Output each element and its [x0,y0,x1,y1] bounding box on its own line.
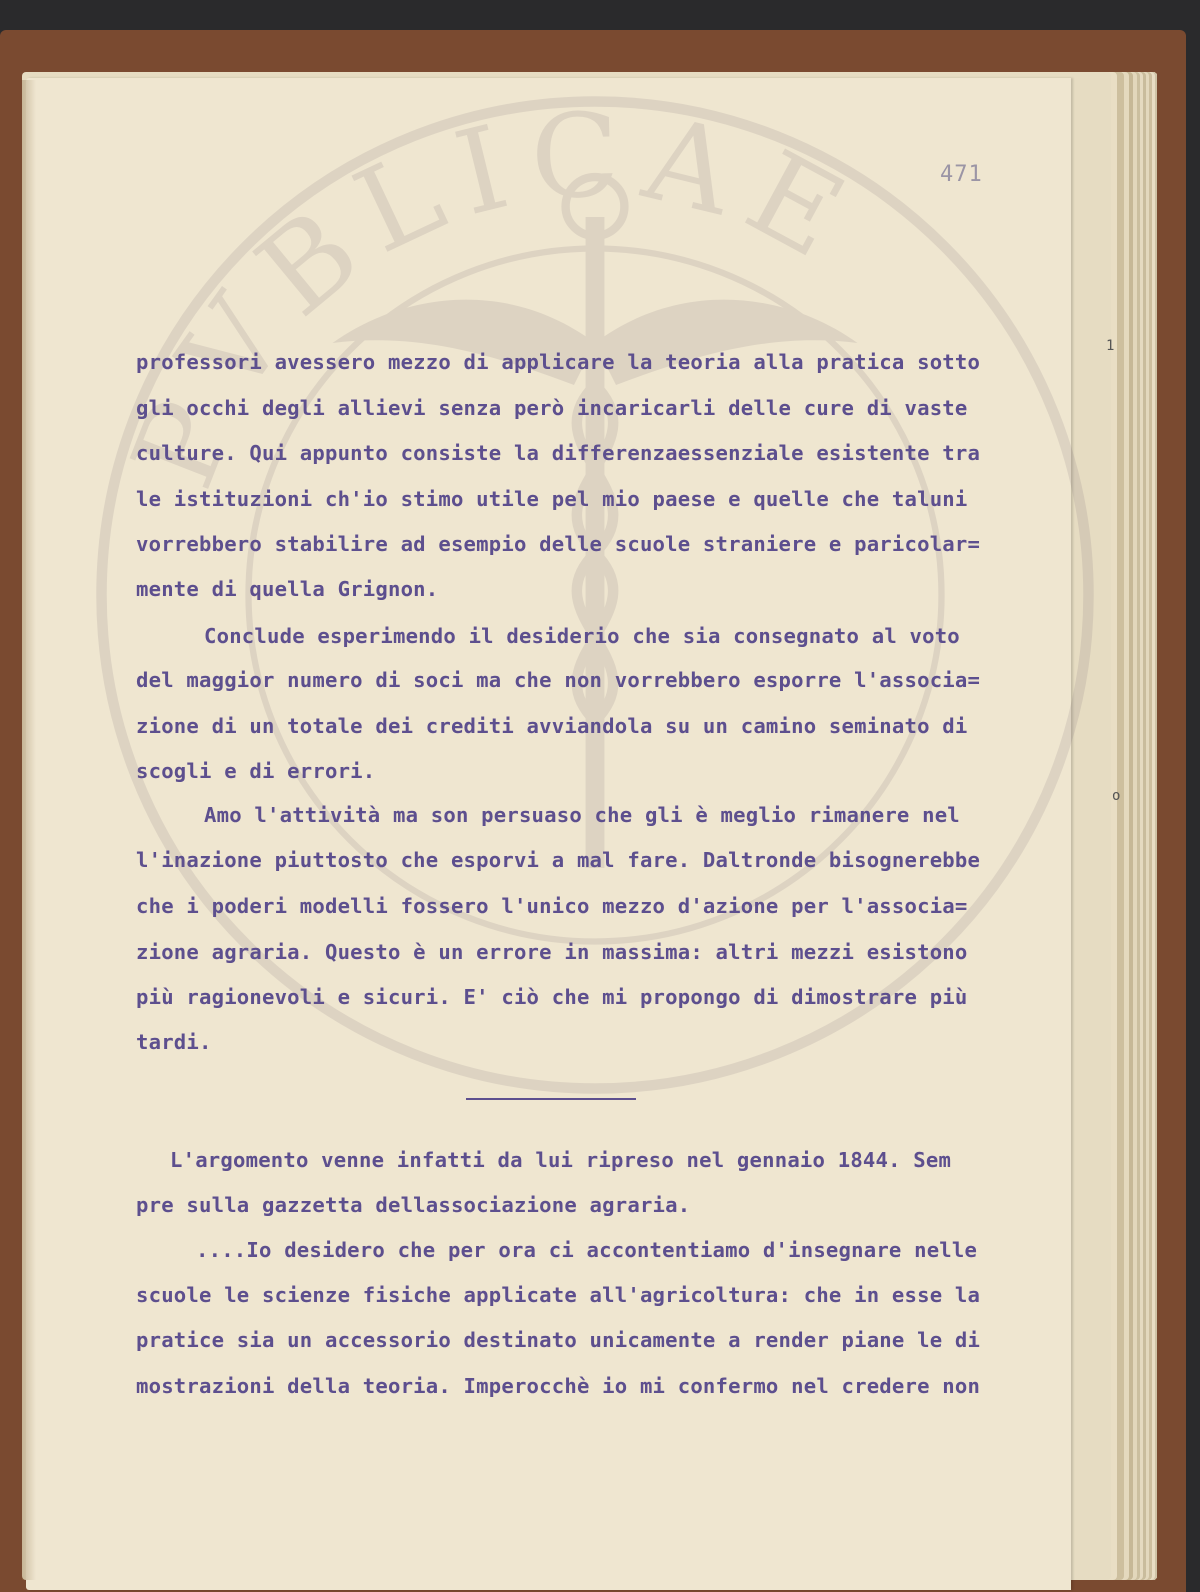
text-line: l'inazione piuttosto che esporvi a mal fare. Daltronde bisognerebbe [136,848,981,872]
text-line: zione agraria. Questo è un errore in massima: altri mezzi esistono [136,940,968,964]
text-line: che i poderi modelli fossero l'unico mezzo d'azione per l'associa= [136,894,968,918]
text-line: pratice sia un accessorio destinato unicamente a render piane le di [136,1328,981,1352]
text-line: pre sulla gazzetta dellassociazione agraria. [136,1193,691,1217]
text-line: L'argomento venne infatti da lui ripreso nel gennaio 1844. Sem [170,1148,952,1172]
section-divider [466,1098,636,1100]
text-line: tardi. [136,1030,212,1054]
text-line: più ragionevoli e sicuri. E' ciò che mi propongo di dimostrare più [136,985,968,1009]
document-page [26,78,1071,1590]
text-line: mente di quella Grignon. [136,577,439,601]
text-line: mostrazioni della teoria. Imperocchè io mi confermo nel credere non [136,1374,981,1398]
text-line: zione di un totale dei crediti avviandola su un camino seminato di [136,714,968,738]
text-line: le istituzioni ch'io stimo utile pel mio paese e quelle che taluni [136,487,968,511]
text-line: del maggior numero di soci ma che non vorrebbero esporre l'associa= [136,668,981,692]
text-line: gli occhi degli allievi senza però incaricarli delle cure di vaste [136,396,968,420]
margin-mark: o [1112,788,1121,804]
text-line: scogli e di errori. [136,759,376,783]
margin-mark: 1 [1106,338,1115,354]
text-line: ....Io desidero che per ora ci accontentiamo d'insegnare nelle [196,1238,978,1262]
text-line: scuole le scienze fisiche applicate all'agricoltura: che in esse la [136,1283,981,1307]
text-line: Conclude esperimendo il desiderio che sia consegnato al voto [204,624,960,648]
text-line: Amo l'attività ma son persuaso che gli è meglio rimanere nel [204,803,960,827]
text-line: vorrebbero stabilire ad esempio delle scuole straniere e paricolar= [136,532,981,556]
page-number: 471 [940,162,983,187]
gutter-shadow [22,80,36,1580]
text-line: culture. Qui appunto consiste la differenzaessenziale esistente tra [136,441,981,465]
text-line: professori avessero mezzo di applicare la teoria alla pratica sotto [136,350,981,374]
